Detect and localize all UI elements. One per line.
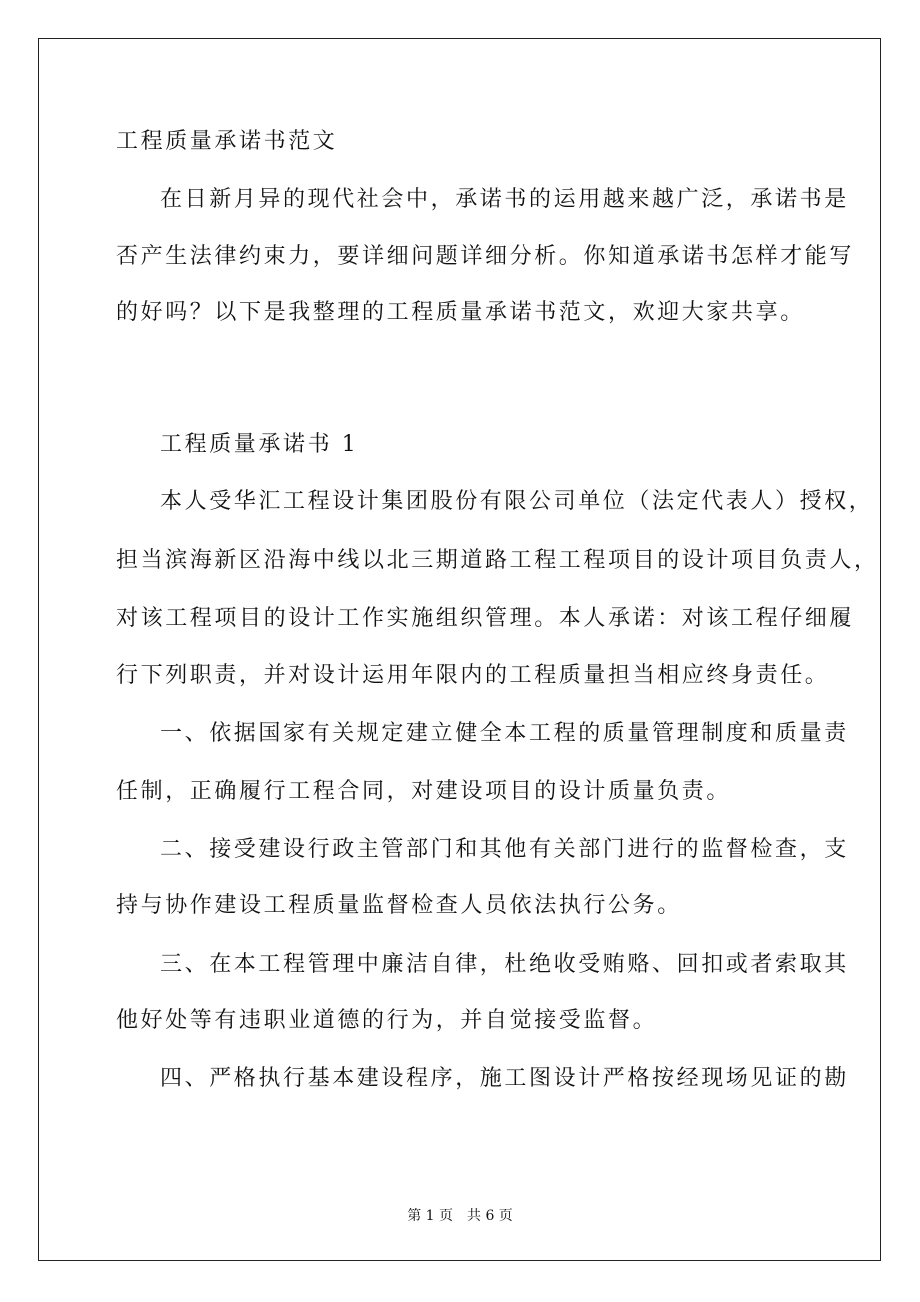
paragraph-line: 行下列职责，并对设计运用年限内的工程质量担当相应终身责任。 (116, 663, 830, 688)
document-title: 工程质量承诺书范文 (116, 129, 338, 154)
paragraph-line: 担当滨海新区沿海中线以北三期道路工程工程项目的设计项目负责人， (116, 548, 879, 573)
paragraph-line: 任制，正确履行工程合同，对建设项目的设计质量负责。 (116, 779, 732, 804)
intro-line: 的好吗？以下是我整理的工程质量承诺书范文，欢迎大家共享。 (116, 300, 805, 325)
page-number: 第 1 页 共 6 页 (407, 1208, 513, 1224)
paragraph-line: 一、依据国家有关规定建立健全本工程的质量管理制度和质量责 (160, 721, 849, 746)
section-title: 工程质量承诺书 1 (160, 432, 359, 457)
paragraph-line: 对该工程项目的设计工作实施组织管理。本人承诺：对该工程仔细履 (116, 606, 855, 631)
paragraph-line: 他好处等有违职业道德的行为，并自觉接受监督。 (116, 1008, 658, 1033)
intro-line: 否产生法律约束力，要详细问题详细分析。你知道承诺书怎样才能写 (116, 244, 855, 269)
paragraph-line: 三、在本工程管理中廉洁自律，杜绝收受贿赂、回扣或者索取其 (160, 952, 849, 977)
paragraph-line: 二、接受建设行政主管部门和其他有关部门进行的监督检查，支 (160, 837, 849, 862)
paragraph-line: 本人受华汇工程设计集团股份有限公司单位（法定代表人）授权， (160, 489, 874, 514)
intro-line: 在日新月异的现代社会中，承诺书的运用越来越广泛，承诺书是 (160, 187, 849, 212)
paragraph-line: 持与协作建设工程质量监督检查人员依法执行公务。 (116, 893, 682, 918)
paragraph-line: 四、严格执行基本建设程序，施工图设计严格按经现场见证的勘 (160, 1066, 849, 1091)
